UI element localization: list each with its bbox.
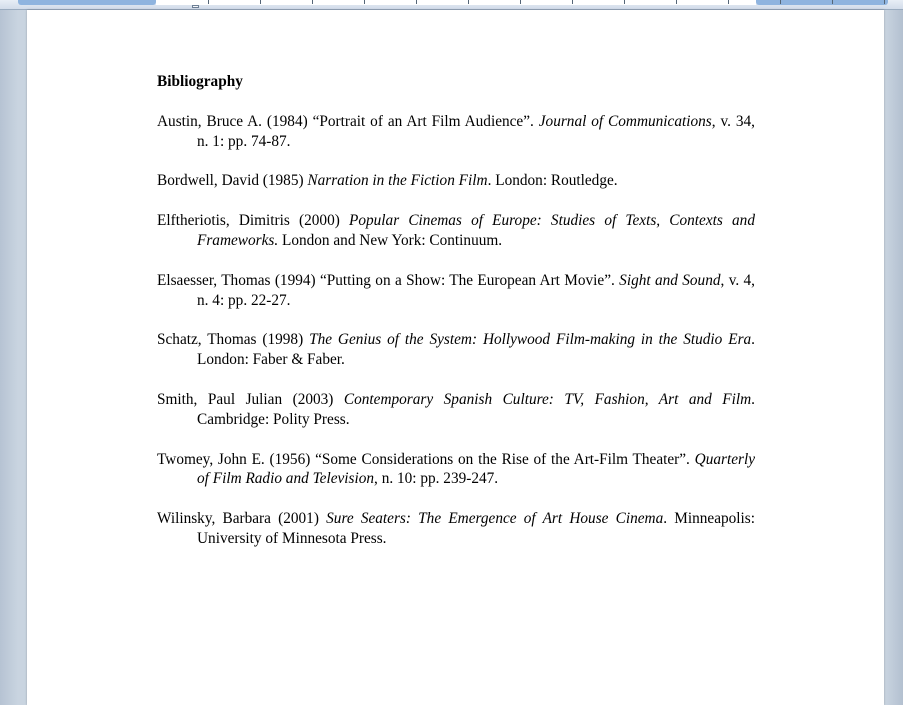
ruler-tick [416, 0, 417, 4]
entry-italic-title: Narration in the Fiction Film [307, 172, 488, 190]
page-title: Bibliography [157, 73, 243, 90]
entry-text: Smith, Paul Julian (2003) [157, 390, 344, 408]
ruler-tick [312, 0, 313, 4]
entry-text: Austin, Bruce A. (1984) “Portrait of an Art Film Audience”. [157, 112, 539, 130]
ruler-tick [260, 0, 261, 4]
bibliography-entry [157, 211, 755, 251]
bibliography-entry [157, 112, 755, 152]
document-body[interactable] [157, 72, 755, 569]
ruler-tick [364, 0, 365, 4]
bibliography-entry [157, 509, 755, 549]
ruler-left-margin[interactable] [18, 0, 156, 5]
entry-text: Schatz, Thomas (1998) [157, 331, 310, 349]
entry-text: , v. 34, n. 1: pp. 74-87. [197, 112, 755, 150]
entry-text: Bordwell, David (1985) [157, 172, 308, 190]
entry-italic-title: The Genius of the System: Hollywood Film-making in the Studio Era [309, 331, 752, 349]
document-page[interactable] [27, 10, 884, 705]
ruler-tick [884, 0, 885, 4]
entry-italic-title: Contemporary Spanish Culture: TV, Fashion, Art and Film [343, 390, 752, 408]
ruler-tick [208, 0, 209, 4]
bibliography-entry [157, 271, 755, 311]
entry-text: Wilinsky, Barbara (2001) [157, 510, 327, 528]
entry-text: . London: Faber & Faber. [197, 331, 755, 369]
entry-italic-title: Journal of Communications [538, 112, 712, 130]
ruler-tick [728, 0, 729, 4]
entry-text: Twomey, John E. (1956) “Some Considerations on the Rise of the Art-Film Theater”. [157, 450, 695, 468]
bibliography-entry [157, 450, 755, 490]
entry-text: Elftheriotis, Dimitris (2000) [157, 212, 350, 230]
ruler-text-area [156, 0, 756, 5]
entry-text: . London: Routledge. [487, 172, 618, 190]
ruler-right-margin[interactable] [756, 0, 888, 5]
entry-text: . Cambridge: Polity Press. [197, 390, 755, 428]
entry-text: Elsaesser, Thomas (1994) “Putting on a Show: The European Art Movie”. [157, 271, 620, 289]
bibliography-entry [157, 390, 755, 430]
ruler-tick [676, 0, 677, 4]
bibliography-entry [157, 330, 755, 370]
ruler-tick [520, 0, 521, 4]
ruler-tick [624, 0, 625, 4]
entry-text: , n. 10: pp. 239-247. [374, 470, 499, 488]
entry-italic-title: Sight and Sound [619, 271, 721, 289]
entry-text: , v. 4, n. 4: pp. 22-27. [197, 271, 755, 309]
ruler-tick [572, 0, 573, 4]
entry-italic-title: Popular Cinemas of Europe: Studies of Texts, Contexts and Frameworks. [197, 212, 755, 249]
ruler-tick [780, 0, 781, 4]
entry-text: . Minneapolis: University of Minnesota Press. [197, 510, 755, 547]
bibliography-entry [157, 171, 755, 191]
entry-italic-title: Quarterly of Film Radio and Television [197, 450, 755, 488]
entry-text: London and New York: Continuum. [278, 231, 503, 249]
entry-italic-title: Sure Seaters: The Emergence of Art House Cinema [326, 510, 664, 528]
ruler-tick [468, 0, 469, 4]
horizontal-ruler[interactable] [0, 0, 903, 10]
ruler-tick [832, 0, 833, 4]
hanging-indent-marker[interactable] [192, 0, 200, 9]
